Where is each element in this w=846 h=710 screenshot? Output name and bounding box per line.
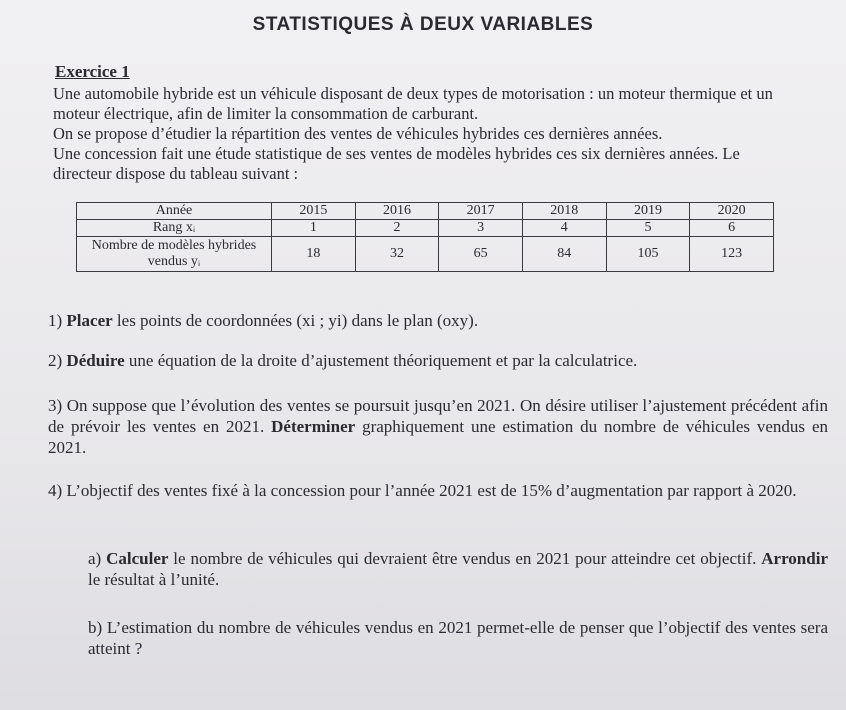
question-text: graphiquement une estimation du nombre de véhicules vendus en 2021.: [48, 417, 828, 457]
table-cell: 65: [439, 237, 523, 272]
question-text: L’objectif des ventes fixé à la concession pour l’année 2021 est de 15% d’augmentation par rapport à 2020.: [62, 481, 797, 500]
question-4a: [88, 548, 828, 590]
table-row-year: [77, 203, 774, 220]
question-number: 4): [48, 481, 63, 500]
question-number: a): [88, 549, 102, 568]
intro-line: On se propose d’étudier la répartition des ventes de véhicules hybrides ces dernières années.: [53, 124, 663, 143]
question-text: L’estimation du nombre de véhicules vendus en 2021 permet-elle de penser que l’objectif des ventes sera atteint ?: [88, 618, 828, 658]
table-cell: 6: [690, 220, 774, 237]
question-number: 3): [48, 396, 63, 415]
question-verb: Placer: [66, 311, 113, 330]
table-cell: 4: [522, 220, 606, 237]
exercise-heading: Exercice 1: [55, 62, 130, 81]
table-cell: 2015: [272, 203, 356, 220]
table-cell: 84: [522, 237, 606, 272]
question-4: [48, 480, 828, 501]
row-label: Rang xᵢ: [77, 220, 272, 237]
question-verb: Déduire: [66, 351, 125, 370]
question-1: [48, 310, 828, 331]
table-cell: 2019: [606, 203, 690, 220]
table-cell: 123: [690, 237, 774, 272]
table-cell: 32: [355, 237, 439, 272]
table-cell: 2018: [522, 203, 606, 220]
table-cell: 18: [272, 237, 356, 272]
question-2: [48, 350, 828, 371]
question-text: une équation de la droite d’ajustement théoriquement et par la calculatrice.: [124, 351, 638, 370]
table-cell: 3: [439, 220, 523, 237]
intro-paragraph: [53, 84, 783, 184]
question-verb: Déterminer: [271, 417, 356, 436]
question-4b: [88, 617, 828, 659]
question-number: 1): [48, 311, 63, 330]
table-cell: 2020: [690, 203, 774, 220]
table-cell: 2016: [355, 203, 439, 220]
question-number: 2): [48, 351, 63, 370]
question-verb: Arrondir: [761, 549, 828, 568]
sales-table: [76, 202, 774, 272]
table-cell: 105: [606, 237, 690, 272]
table-row-sales: [77, 237, 774, 272]
row-label: Nombre de modèles hybrides vendus yᵢ: [77, 237, 272, 272]
question-3: [48, 395, 828, 458]
question-text: le nombre de véhicules qui devraient être vendus en 2021 pour atteindre cet objectif.: [168, 549, 762, 568]
intro-line: Une concession fait une étude statistique de ses ventes de modèles hybrides ces six dernières années. Le directeur dispose du tableau suivant :: [53, 144, 740, 183]
page-title: STATISTIQUES À DEUX VARIABLES: [252, 14, 594, 35]
question-text: le résultat à l’unité.: [88, 570, 220, 589]
table-cell: 2: [355, 220, 439, 237]
intro-line: Une automobile hybride est un véhicule disposant de deux types de motorisation : un moteur thermique et un moteur électrique, afin de limiter la consommation de carburant.: [53, 84, 773, 123]
row-label: Année: [77, 203, 272, 220]
question-number: b): [88, 618, 103, 637]
question-text: les points de coordonnées (xi ; yi) dans le plan (oxy).: [112, 311, 479, 330]
table-cell: 1: [272, 220, 356, 237]
question-text: On suppose que l’évolution des ventes se poursuit jusqu’en 2021. On désire utiliser l’ajustement précédent afin de prévoir les ventes en 2021.: [48, 396, 828, 436]
table-cell: 5: [606, 220, 690, 237]
table-cell: 2017: [439, 203, 523, 220]
table-row-rank: [77, 220, 774, 237]
question-verb: Calculer: [106, 549, 169, 568]
